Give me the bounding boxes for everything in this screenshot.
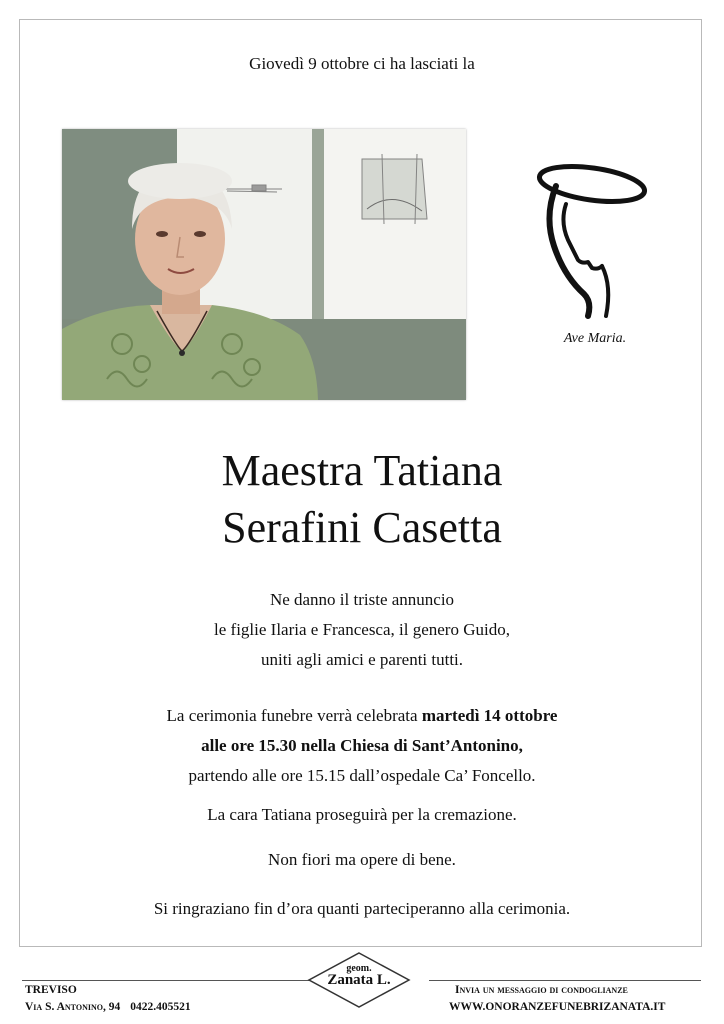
deceased-name-line-2: Serafini Casetta — [222, 503, 502, 552]
portrait-photo — [62, 129, 466, 400]
ceremony-date: martedì 14 ottobre — [421, 706, 558, 725]
announcement-line-3: uniti agli amici e parenti tutti. — [260, 650, 464, 669]
thanks-note: Si ringraziano fin d’ora quanti parteciperanno alla cerimonia. — [153, 899, 571, 918]
footer-divider-left — [22, 980, 311, 981]
logo-small-text: geom. — [346, 963, 372, 974]
footer-divider-right — [429, 980, 701, 981]
ceremony-line-2: alle ore 15.30 nella Chiesa di Sant’Antonino, — [201, 736, 523, 755]
deceased-name-line-1: Maestra Tatiana — [221, 446, 503, 495]
logo-main-text: Zanata L. — [327, 972, 391, 988]
footer-address: Via S. Antonino, 94 — [25, 1001, 121, 1013]
announcement-line-1: Ne danno il triste annuncio — [269, 590, 455, 609]
footer-phone: 0422.405521 — [130, 1001, 191, 1013]
ceremony-line-1-prefix: La cerimonia funebre verrà celebrata — [166, 706, 422, 725]
ave-maria-caption: Ave Maria. — [563, 331, 627, 346]
footer-website-link[interactable]: WWW.ONORANZEFUNEBRIZANATA.IT — [449, 1001, 666, 1013]
intro-text: Giovedì 9 ottobre ci ha lasciati la — [249, 54, 475, 73]
ceremony-line-3: partendo alle ore 15.15 dall’ospedale Ca’ Foncello. — [188, 766, 536, 785]
footer-address-line — [25, 1001, 191, 1013]
announcement-line-2: le figlie Ilaria e Francesca, il genero Guido, — [214, 620, 510, 639]
cremation-note: La cara Tatiana proseguirà per la cremazione. — [207, 805, 517, 824]
madonna-halo-icon — [532, 156, 650, 321]
flowers-note: Non fiori ma opere di bene. — [268, 850, 456, 869]
ceremony-line-1 — [0, 706, 724, 726]
footer-message-line: Invia un messaggio di condoglianze — [455, 984, 628, 996]
footer-city: TREVISO — [25, 984, 77, 996]
